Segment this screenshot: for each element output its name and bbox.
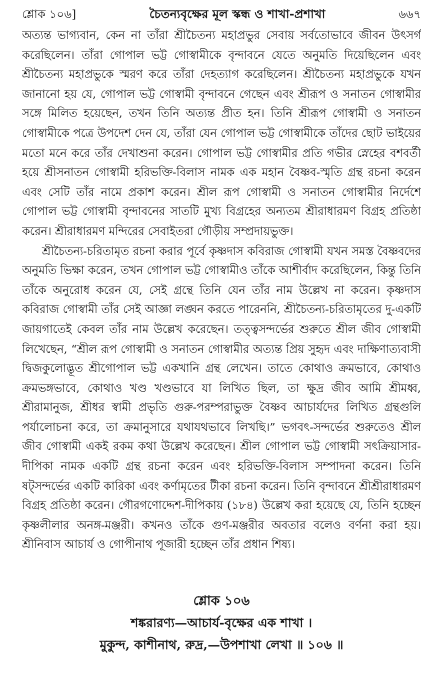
verse-block	[22, 592, 421, 656]
verse-line: মুকুন্দ, কাশীনাথ, রুদ্র,—উপশাখা লেখা ॥ ১০৬ ॥	[99, 637, 344, 652]
header-verse-ref: শ্লোক ১০৬]	[22, 7, 77, 21]
verse-line: শঙ্করারণ্য—আচার্য-বৃক্ষের এক শাখা ।	[130, 615, 313, 630]
verse-title: শ্লোক ১০৬	[193, 594, 250, 609]
paragraph: অত্যন্ত ভাগ্যবান, কেন না তাঁরা শ্রীচৈতন্য মহাপ্রভুর সেবায় সর্বতোভাবে জীবন উৎসর্গ করেছিলেন। তাঁরা গোপাল ভট্ট গোস্বামীকে বৃন্দাবনে যেতে অনুমতি দিয়েছিলেন এবং শ্রীচৈতন্য মহাপ্রভুকে স্মরণ করে তাঁরা দেহত্যাগ করেছিলেন। শ্রীচৈতন্য মহাপ্রভুকে যখন জানানো হয় যে, গোপাল ভট্ট গোস্বামী বৃন্দাবনে গেছেন এবং শ্রীরূপ ও সনাতন গোস্বামীর সঙ্গে মিলিত হয়েছেন, তখন তিনি অত্যন্ত প্রীত হন। তিনি শ্রীরূপ গোস্বামী ও সনাতন গোস্বামীকে পত্রে উপদেশ দেন যে, তাঁরা যেন গোপাল ভট্ট গোস্বামীকে তাঁদের ছোট ভাইয়ের মতো মনে করে তাঁর দেখাশুনা করেন। গোপাল ভট্ট গোস্বামীর প্রতি গভীর স্নেহের বশবর্তী হয়ে শ্রীসনাতন গোস্বামী হরিভক্তি-বিলাস নামক এক মহান বৈষ্ণব-স্মৃতি গ্রন্থ রচনা করেন এবং সেটি তাঁর নামে প্রকাশ করেন। শ্রীল রূপ গোস্বামী ও সনাতন গোস্বামীর নির্দেশে গোপাল ভট্ট গোস্বামী বৃন্দাবনের সাতটি মুখ্য বিগ্রহের অন্যতম শ্রীরাধারমণ বিগ্রহ প্রতিষ্ঠা করেন। শ্রীরাধারমণ মন্দিরের সেবাইতরা গৌড়ীয় সম্প্রদায়ভুক্ত।	[22, 29, 421, 238]
header-title: চৈতন্যবৃক্ষের মূল স্কন্ধ ও শাখা-প্রশাখা	[149, 7, 326, 21]
commentary-text	[22, 26, 421, 588]
paragraph: শ্রীচৈতন্য-চরিতামৃত রচনা করার পূর্বে কৃষ্ণদাস কবিরাজ গোস্বামী যখন সমস্ত বৈষ্ণবদের অনুমতি ভিক্ষা করেন, তখন গোপাল ভট্ট গোস্বামীও তাঁকে আশীর্বাদ করেছিলেন, কিন্তু তিনি তাঁকে অনুরোধ করেন যে, সেই গ্রন্থে তিনি যেন তাঁর নাম উল্লেখ না করেন। কৃষ্ণদাস কবিরাজ গোস্বামী তাঁর সেই আজ্ঞা লঙ্ঘন করতে পারেননি, শ্রীচৈতন্য-চরিতামৃতের দু-একটি জায়গাতেই কেবল তাঁর নাম উল্লেখ করেছেন। তত্ত্বসন্দর্ভের শুরুতে শ্রীল জীব গোস্বামী লিখেছেন, “শ্রীল রূপ গোস্বামী ও সনাতন গোস্বামীর অত্যন্ত প্রিয় সুহৃদ এবং দাক্ষিণাত্যবাসী দ্বিজকুলোদ্ভূত শ্রীগোপাল ভট্ট একখানি গ্রন্থ লেখেন। তাতে কোথাও ক্রমভাবে, কোথাও ক্রমভঙ্গভাবে, কোথাও খণ্ড খণ্ডভাবে যা লিখিত ছিল, তা ক্ষুদ্র জীব আমি শ্রীমধ্ব, শ্রীরামানুজ, শ্রীধর স্বামী প্রভৃতি গুরু-পরম্পরাভুক্ত বৈষ্ণব আচার্যদের লিখিত গ্রন্থগুলি পর্যালোচনা করে, তা ক্রমানুসারে যথাযথভাবে লিখছি।” ভগবৎ-সন্দর্ভের শুরুতেও শ্রীল জীব গোস্বামী একই রকম কথা উল্লেখ করেছেন। শ্রীল গোপাল ভট্ট গোস্বামী সৎক্রিয়াসার-দীপিকা নামক একটি গ্রন্থ রচনা করেন এবং হরিভক্তি-বিলাস সম্পাদনা করেন। তিনি ষট্‌সন্দর্ভের একটি কারিকা এবং কর্ণামৃতের টীকা রচনা করেন। তিনি বৃন্দাবনে শ্রীশ্রীরাধারমণ বিগ্রহ প্রতিষ্ঠা করেন। গৌরগণোদ্দেশ-দীপিকায় (১৮৪) উল্লেখ করা হয়েছে যে, তিনি হচ্ছেন কৃষ্ণলীলার অনঙ্গ-মঞ্জরী। কখনও তাঁকে গুণ-মঞ্জরীর অবতার বলেও বর্ণনা করা হয়। শ্রীনিবাস আচার্য ও গোপীনাথ পূজারী হচ্ছেন তাঁর প্রধান শিষ্য।	[22, 244, 421, 552]
page-number: ৬৬৭	[398, 7, 421, 21]
running-header	[22, 6, 421, 22]
